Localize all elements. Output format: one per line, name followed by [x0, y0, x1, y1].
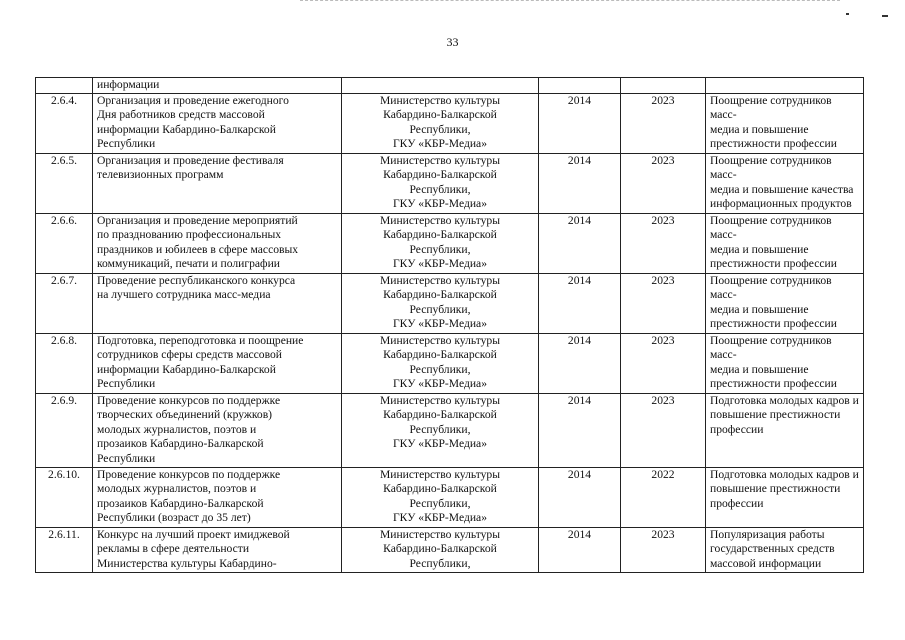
cell-end-year: 2023: [621, 153, 706, 213]
cell-number: 2.6.9.: [36, 393, 93, 467]
cell-executor: Министерство культуры Кабардино-Балкарской Республики, ГКУ «КБР-Медиа»: [342, 393, 539, 467]
cell-start-year: 2014: [539, 213, 621, 273]
cell-end-year: 2022: [621, 467, 706, 527]
cell-measure-name: Конкурс на лучший проект имиджевой рекламы в сфере деятельности Министерства культуры Кабардино-: [93, 527, 342, 572]
cell-measure-name: Организация и проведение ежегодного Дня работников средств массовой информации Кабардино-Балкарской Республики: [93, 93, 342, 153]
cell-executor: Министерство культуры Кабардино-Балкарской Республики, ГКУ «КБР-Медиа»: [342, 467, 539, 527]
cell-measure-name: Организация и проведение фестиваля телевизионных программ: [93, 153, 342, 213]
cell-expected-result: Подготовка молодых кадров и повышение престижности профессии: [706, 467, 864, 527]
cell-expected-result: [706, 78, 864, 94]
cell-number: [36, 78, 93, 94]
cell-start-year: 2014: [539, 467, 621, 527]
cell-measure-name: Проведение конкурсов по поддержке молодых журналистов, поэтов и прозаиков Кабардино-Балкарской Республики (возраст до 35 лет): [93, 467, 342, 527]
table-row: [36, 393, 864, 467]
cell-end-year: 2023: [621, 393, 706, 467]
cell-executor: Министерство культуры Кабардино-Балкарской Республики, ГКУ «КБР-Медиа»: [342, 213, 539, 273]
cell-number: 2.6.11.: [36, 527, 93, 572]
scan-speck: [882, 15, 888, 17]
table-row: [36, 527, 864, 572]
cell-end-year: 2023: [621, 527, 706, 572]
table-row-continuation: [36, 78, 864, 94]
table-row: [36, 333, 864, 393]
cell-number: 2.6.5.: [36, 153, 93, 213]
cell-expected-result: Подготовка молодых кадров и повышение престижности профессии: [706, 393, 864, 467]
cell-executor: [342, 78, 539, 94]
scan-top-edge: [300, 0, 840, 2]
cell-expected-result: Поощрение сотрудников масс- медиа и повышение престижности профессии: [706, 213, 864, 273]
cell-end-year: [621, 78, 706, 94]
cell-measure-name: информации: [93, 78, 342, 94]
cell-start-year: 2014: [539, 93, 621, 153]
cell-expected-result: Поощрение сотрудников масс- медиа и повышение престижности профессии: [706, 333, 864, 393]
cell-number: 2.6.6.: [36, 213, 93, 273]
cell-measure-name: Проведение республиканского конкурса на лучшего сотрудника масс-медиа: [93, 273, 342, 333]
cell-start-year: 2014: [539, 153, 621, 213]
cell-start-year: [539, 78, 621, 94]
cell-measure-name: Подготовка, переподготовка и поощрение сотрудников сферы средств массовой информации Кабардино-Балкарской Республики: [93, 333, 342, 393]
program-measures-table: [35, 77, 864, 573]
cell-number: 2.6.7.: [36, 273, 93, 333]
table-row: [36, 153, 864, 213]
cell-number: 2.6.4.: [36, 93, 93, 153]
table-row: [36, 467, 864, 527]
cell-executor: Министерство культуры Кабардино-Балкарской Республики, ГКУ «КБР-Медиа»: [342, 333, 539, 393]
cell-start-year: 2014: [539, 393, 621, 467]
table-row: [36, 213, 864, 273]
cell-expected-result: Популяризация работы государственных средств массовой информации: [706, 527, 864, 572]
cell-expected-result: Поощрение сотрудников масс- медиа и повышение качества информационных продуктов: [706, 153, 864, 213]
cell-end-year: 2023: [621, 213, 706, 273]
cell-number: 2.6.10.: [36, 467, 93, 527]
cell-measure-name: Организация и проведение мероприятий по празднованию профессиональных праздников и юбилеев в сфере массовых коммуникаций, печати и полиграфии: [93, 213, 342, 273]
cell-end-year: 2023: [621, 333, 706, 393]
cell-measure-name: Проведение конкурсов по поддержке творческих объединений (кружков) молодых журналистов, поэтов и прозаиков Кабардино-Балкарской Республики: [93, 393, 342, 467]
cell-executor: Министерство культуры Кабардино-Балкарской Республики,: [342, 527, 539, 572]
cell-start-year: 2014: [539, 527, 621, 572]
cell-start-year: 2014: [539, 333, 621, 393]
cell-expected-result: Поощрение сотрудников масс- медиа и повышение престижности профессии: [706, 273, 864, 333]
cell-executor: Министерство культуры Кабардино-Балкарской Республики, ГКУ «КБР-Медиа»: [342, 153, 539, 213]
cell-start-year: 2014: [539, 273, 621, 333]
cell-expected-result: Поощрение сотрудников масс- медиа и повышение престижности профессии: [706, 93, 864, 153]
cell-executor: Министерство культуры Кабардино-Балкарской Республики, ГКУ «КБР-Медиа»: [342, 273, 539, 333]
cell-number: 2.6.8.: [36, 333, 93, 393]
table-row: [36, 273, 864, 333]
cell-executor: Министерство культуры Кабардино-Балкарской Республики, ГКУ «КБР-Медиа»: [342, 93, 539, 153]
table-row: [36, 93, 864, 153]
cell-end-year: 2023: [621, 273, 706, 333]
cell-end-year: 2023: [621, 93, 706, 153]
scan-speck: [846, 13, 849, 15]
page-number: 33: [446, 35, 459, 49]
